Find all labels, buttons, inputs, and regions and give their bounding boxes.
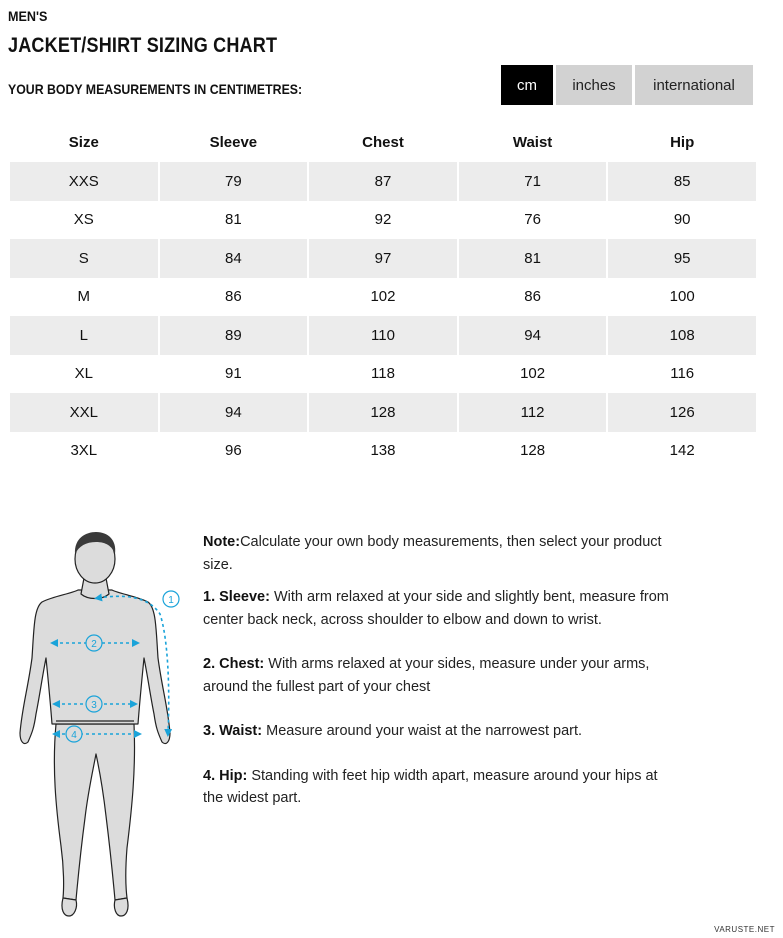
marker-2-label: 2	[91, 639, 97, 650]
column-header-chest: Chest	[362, 133, 404, 151]
cell-sleeve: 84	[160, 239, 308, 278]
cell-chest: 110	[309, 316, 457, 355]
watermark: VARUSTE.NET	[714, 925, 775, 934]
cell-waist: 112	[459, 393, 607, 432]
column-header-waist: Waist	[512, 133, 553, 151]
table-header-row	[10, 122, 756, 162]
cell-waist: 128	[520, 442, 546, 460]
cell-sleeve: 94	[160, 393, 308, 432]
marker-2	[86, 635, 102, 651]
cell-chest: 97	[309, 239, 457, 278]
page-subtitle: YOUR BODY MEASUREMENTS IN CENTIMETRES:	[8, 81, 303, 97]
note-intro-text: Calculate your own body measurements, then select your product size.	[203, 534, 662, 573]
marker-3-label: 3	[91, 700, 97, 711]
cell-chest: 128	[309, 393, 457, 432]
header	[8, 8, 321, 58]
note-waist-label: 3. Waist:	[203, 723, 263, 739]
cell-size: XL	[74, 365, 93, 383]
note-sleeve	[203, 586, 673, 631]
note-hip-text: Standing with feet hip width apart, measure around your hips at the widest part.	[203, 767, 658, 806]
cell-hip: 108	[608, 316, 756, 355]
cell-waist: 81	[459, 239, 607, 278]
column-header-size: Size	[68, 133, 99, 151]
table-row	[10, 201, 756, 240]
cell-sleeve: 86	[225, 288, 242, 306]
note-intro	[203, 531, 673, 576]
cell-size: XXL	[10, 393, 158, 432]
column-header-sleeve: Sleeve	[209, 133, 258, 151]
cell-chest: 87	[309, 162, 457, 201]
note-waist	[203, 720, 673, 743]
cell-waist: 71	[459, 162, 607, 201]
cell-hip: 142	[669, 442, 695, 460]
cell-size: M	[77, 288, 91, 306]
unit-tab-inches[interactable]: inches	[556, 65, 632, 105]
cell-waist: 102	[520, 365, 546, 383]
body-measurement-figure	[14, 528, 186, 926]
table-row	[10, 316, 756, 355]
cell-size: XS	[73, 211, 94, 229]
cell-sleeve: 81	[225, 211, 242, 229]
note-sleeve-label: 1. Sleeve:	[203, 589, 270, 605]
cell-waist: 94	[459, 316, 607, 355]
measurement-notes	[203, 531, 673, 820]
cell-waist: 76	[524, 211, 541, 229]
cell-hip: 85	[608, 162, 756, 201]
note-waist-text: Measure around your waist at the narrowest part.	[262, 723, 583, 739]
note-chest-text: With arms relaxed at your sides, measure under your arms, around the fullest part of your chest	[203, 656, 650, 695]
cell-size: S	[10, 239, 158, 278]
cell-sleeve: 91	[225, 365, 242, 383]
note-sleeve-text: With arm relaxed at your side and slightly bent, measure from center back neck, across shoulder to elbow and down to wrist.	[203, 589, 669, 628]
cell-sleeve: 96	[225, 442, 242, 460]
cell-chest: 92	[374, 211, 392, 229]
table-row	[10, 432, 756, 471]
note-chest-label: 2. Chest:	[203, 656, 265, 672]
cell-hip: 95	[608, 239, 756, 278]
cell-waist: 86	[524, 288, 541, 306]
cell-sleeve: 89	[160, 316, 308, 355]
table-row	[10, 393, 756, 432]
cell-size: L	[10, 316, 158, 355]
column-header-hip: Hip	[670, 133, 695, 151]
note-intro-label: Note:	[203, 534, 241, 550]
unit-tabs	[501, 65, 753, 105]
cell-sleeve: 79	[160, 162, 308, 201]
cell-chest: 102	[370, 288, 396, 306]
size-table	[8, 122, 758, 470]
silhouette	[20, 535, 170, 916]
note-hip	[203, 765, 673, 810]
cell-hip: 116	[670, 365, 695, 383]
cell-hip: 90	[673, 211, 691, 229]
cell-size: 3XL	[70, 442, 98, 460]
table-row	[10, 239, 756, 278]
table-row	[10, 355, 756, 394]
cell-hip: 100	[669, 288, 695, 306]
note-chest	[203, 653, 673, 698]
marker-4	[66, 726, 82, 742]
cell-chest: 138	[370, 442, 396, 460]
page-kicker: MEN'S	[8, 8, 48, 24]
cell-hip: 126	[608, 393, 756, 432]
marker-1-label: 1	[168, 595, 174, 606]
unit-tab-international[interactable]: international	[635, 65, 753, 105]
marker-4-label: 4	[71, 730, 77, 741]
table-row	[10, 278, 756, 317]
cell-size: XXS	[10, 162, 158, 201]
unit-tab-cm[interactable]: cm	[501, 65, 553, 105]
page-title: JACKET/SHIRT SIZING CHART	[8, 34, 278, 57]
cell-chest: 118	[371, 365, 395, 383]
table-row	[10, 162, 756, 201]
marker-1	[163, 591, 179, 607]
marker-3	[86, 696, 102, 712]
body-silhouette-icon	[14, 528, 186, 926]
note-hip-label: 4. Hip:	[203, 767, 248, 784]
